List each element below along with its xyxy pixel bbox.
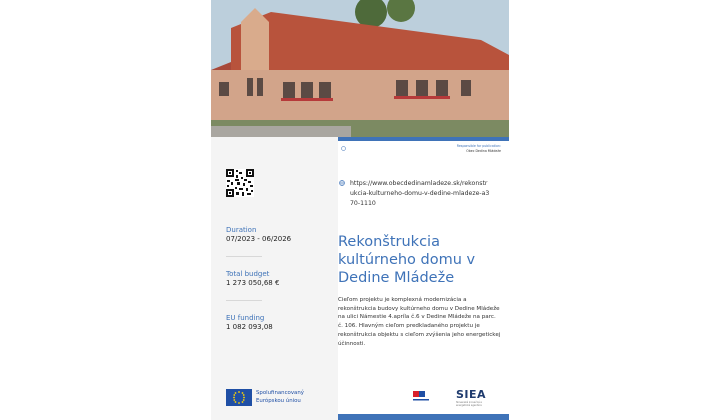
- eu-mini-mark: [341, 146, 346, 152]
- siea-subtitle: Slovenská inovačná a energetická agentúra: [456, 401, 482, 407]
- budget-value: 1 273 050,68 €: [226, 279, 280, 287]
- divider: [226, 300, 262, 301]
- eu-funding-value: 1 082 093,08: [226, 323, 273, 331]
- bottom-accent-bar: [338, 414, 509, 420]
- project-description: Cieľom projektu je komplexná modernizácia a rekonštrukcia budovy kultúrneho domu v Dedine Mládeže na ulici Námestie 4.apríla č.6 v Dedine Mládeže na parc. č. 106. Hlavným cieľom predkladaného projektu je rekonštrukcia objektu s cieľom zvýšenia jeho energetickej účinnosti.: [338, 297, 501, 347]
- project-title: Rekonštrukcia kultúrneho domu v Dedine Mládeže: [338, 234, 476, 286]
- siea-logo: SIEA: [456, 388, 487, 401]
- eu-line2: Európskou úniou: [256, 397, 301, 404]
- top-accent-bar: [338, 137, 509, 141]
- duration-label: Duration: [226, 226, 257, 234]
- eu-funding-label: EU funding: [226, 314, 265, 322]
- globe-icon: [339, 180, 345, 186]
- eu-line1: Spolufinancovaný: [256, 390, 304, 397]
- budget-label: Total budget: [226, 270, 270, 278]
- divider: [226, 256, 262, 257]
- eu-mini-icon: [341, 146, 346, 151]
- responsible-block: [457, 144, 501, 153]
- eu-flag-icon: [226, 389, 252, 406]
- building-photo: [211, 0, 509, 137]
- ministry-logo-icon: [409, 388, 433, 403]
- eu-cofunded-logo: [226, 389, 304, 406]
- project-url[interactable]: https://www.obecdedinamladeze.sk/rekonstrukcia-kulturneho-domu-v-dedine-mladeze-a370-1110: [350, 180, 490, 207]
- poster: [211, 0, 509, 420]
- qr-code[interactable]: [226, 169, 254, 197]
- duration-value: 07/2023 - 06/2026: [226, 235, 292, 243]
- responsible-org: Obec Dedina Mládeže: [466, 148, 501, 153]
- responsible-label: Responsible for publication:: [456, 144, 501, 148]
